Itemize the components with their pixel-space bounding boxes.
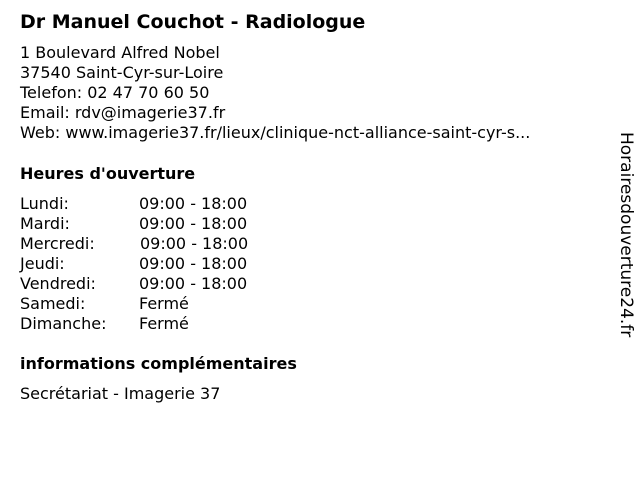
phone-number: Telefon: 02 47 70 60 50 xyxy=(20,83,210,102)
hours-row-saturday xyxy=(20,294,280,314)
day-label: Jeudi: xyxy=(20,254,65,273)
day-label: Samedi: xyxy=(20,294,86,313)
hours-row-wednesday xyxy=(20,234,280,254)
address-city: 37540 Saint-Cyr-sur-Loire xyxy=(20,63,224,82)
watermark-text: Horairesdouverture24.fr xyxy=(616,132,636,338)
day-label: Dimanche: xyxy=(20,314,107,333)
page-title: Dr Manuel Couchot - Radiologue xyxy=(20,11,366,33)
opening-hours-list xyxy=(20,194,280,334)
day-label: Mercredi: xyxy=(20,234,95,253)
website-url: Web: www.imagerie37.fr/lieux/clinique-nct-alliance-saint-cyr-s... xyxy=(20,123,531,142)
address-street: 1 Boulevard Alfred Nobel xyxy=(20,43,220,62)
time-value: 09:00 - 18:00 xyxy=(140,234,249,253)
hours-row-thursday xyxy=(20,254,280,274)
hours-row-friday xyxy=(20,274,280,294)
time-value: 09:00 - 18:00 xyxy=(139,214,248,233)
email-address: Email: rdv@imagerie37.fr xyxy=(20,103,226,122)
day-label: Mardi: xyxy=(20,214,70,233)
day-label: Lundi: xyxy=(20,194,69,213)
extra-info-heading: informations complémentaires xyxy=(20,354,297,373)
time-value: 09:00 - 18:00 xyxy=(139,194,248,213)
watermark xyxy=(612,132,636,372)
hours-row-sunday xyxy=(20,314,280,334)
time-value: 09:00 - 18:00 xyxy=(139,254,248,273)
contact-info xyxy=(20,43,530,143)
day-label: Vendredi: xyxy=(20,274,96,293)
time-value: Fermé xyxy=(139,294,189,313)
time-value: 09:00 - 18:00 xyxy=(139,274,248,293)
hours-row-tuesday xyxy=(20,214,280,234)
hours-heading: Heures d'ouverture xyxy=(20,164,196,183)
hours-row-monday xyxy=(20,194,280,214)
time-value: Fermé xyxy=(139,314,189,333)
extra-info-text: Secrétariat - Imagerie 37 xyxy=(20,384,221,403)
